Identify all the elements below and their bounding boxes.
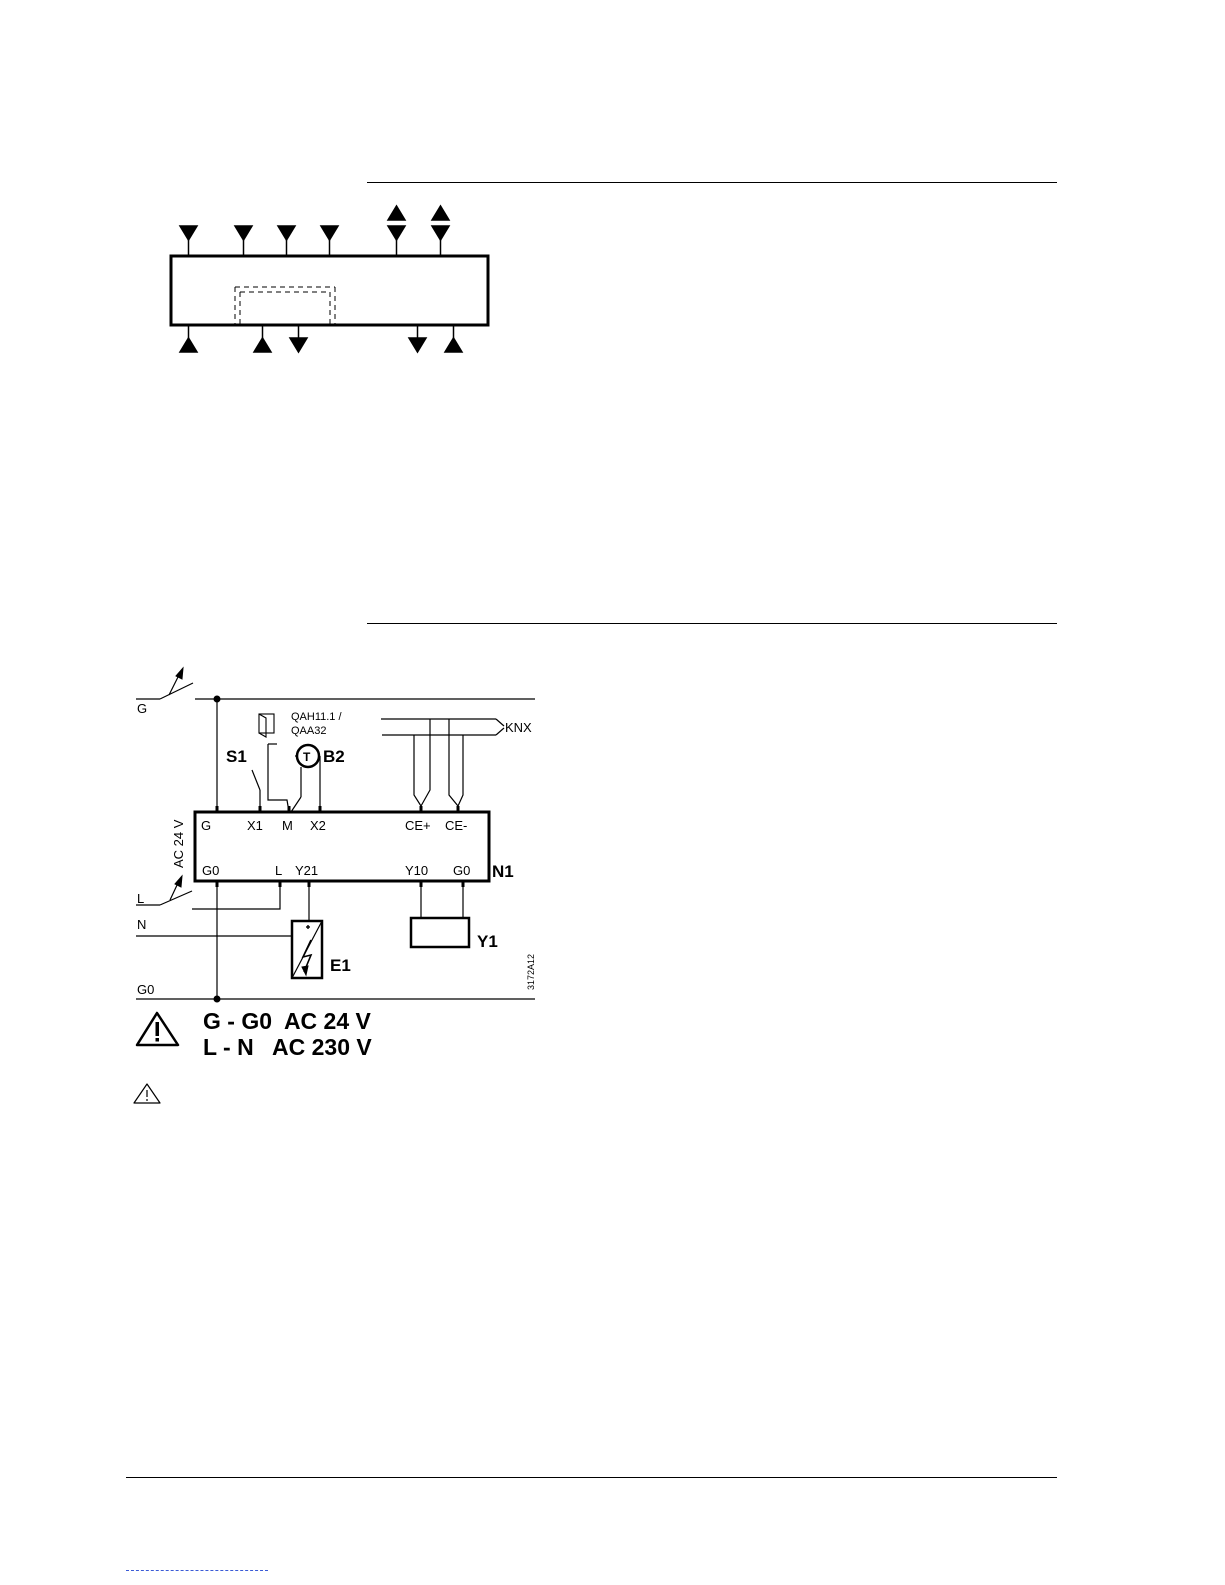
drawing-code: 3172A12 (526, 953, 536, 990)
bottom-terminal-arrows (180, 325, 462, 352)
terminal-arrow-down (278, 226, 295, 256)
legend-line-24v: G - G0 AC 24 V (203, 1008, 371, 1034)
terminal-label-y10: Y10 (405, 863, 429, 878)
warning-triangle-icon (137, 1013, 178, 1045)
warning-triangle-icon (134, 1084, 160, 1103)
actuator-y1-box (411, 918, 469, 947)
actuator-ref: Y1 (477, 932, 498, 951)
electric-heater-icon (292, 921, 322, 978)
terminal-label-ce-plus: CE+ (405, 818, 431, 833)
terminal-arrow-down (409, 325, 426, 352)
switch-s1 (252, 744, 277, 812)
knx-label: KNX (505, 720, 532, 735)
top-terminal-arrows (180, 206, 449, 256)
terminal-layout-diagram (171, 206, 488, 352)
terminal-label-l: L (275, 863, 283, 878)
terminal-arrow-bidirectional (388, 206, 405, 256)
n-line-label: N (137, 917, 147, 932)
sensor-model-line2: QAA32 (291, 725, 327, 737)
terminal-arrow-down (321, 226, 338, 256)
terminal-label-g0-right: G0 (453, 863, 471, 878)
terminal-arrow-up (180, 325, 197, 352)
sensor-ref: B2 (323, 747, 345, 766)
terminal-arrow-down (290, 325, 307, 352)
heater-ref: E1 (330, 956, 351, 975)
terminal-label-ce-minus: CE- (445, 818, 468, 833)
terminal-label-x1: X1 (247, 818, 263, 833)
g0-line-label: G0 (137, 982, 155, 997)
terminal-arrow-down (180, 226, 197, 256)
terminal-arrow-up (445, 325, 462, 352)
terminal-label-x2: X2 (310, 818, 326, 833)
connection-labels (137, 701, 536, 997)
terminal-label-g: G (201, 818, 212, 833)
controller-ref: N1 (492, 862, 514, 881)
switch-ref: S1 (226, 747, 247, 766)
l-line-label: L (137, 891, 145, 906)
terminal-label-y21: Y21 (295, 863, 319, 878)
sensor-model-line1: QAH11.1 / (291, 711, 342, 723)
sensor-symbol: T (303, 750, 311, 764)
terminal-label-m: M (282, 818, 293, 833)
terminal-label-g0-left: G0 (202, 863, 220, 878)
terminal-arrow-up (254, 325, 271, 352)
g-line-label: G (137, 701, 148, 716)
door-icon (259, 714, 274, 737)
knx-bus (381, 719, 504, 812)
legend-line-230v: L - N AC 230 V (203, 1034, 372, 1060)
terminal-arrow-down (235, 226, 252, 256)
terminal-arrow-bidirectional (432, 206, 449, 256)
voltage-legend (137, 1008, 372, 1060)
inner-dashed-module (235, 287, 335, 325)
supply-voltage-label: AC 24 V (171, 819, 186, 868)
